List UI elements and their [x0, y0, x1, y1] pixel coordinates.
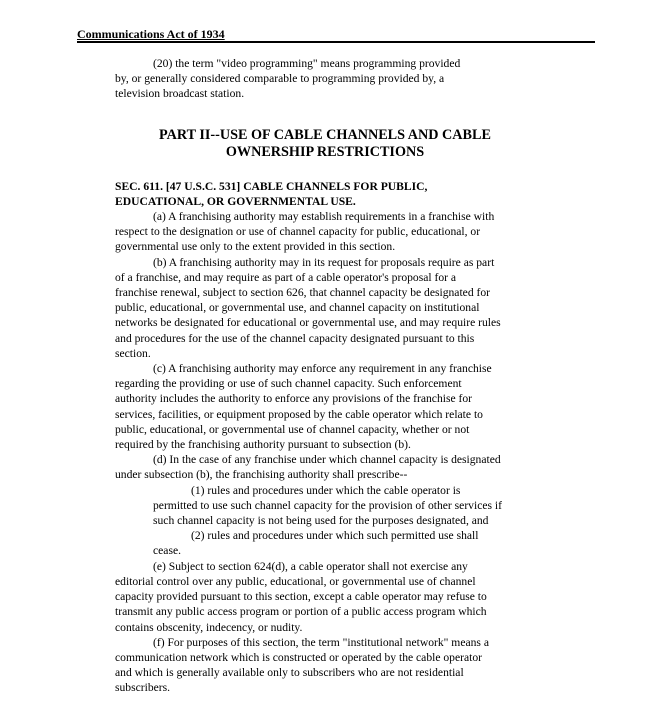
body-line: public, educational, or governmental use of channel capacity, whether or not	[115, 422, 470, 436]
part-heading	[115, 127, 535, 161]
body-line: section.	[115, 346, 151, 360]
intro-line: television broadcast station.	[115, 87, 245, 101]
body-line: regarding the providing or use of such channel capacity. Such enforcement	[115, 377, 462, 391]
body-line: required by the franchising authority pursuant to subsection (b).	[115, 438, 411, 452]
body-line: authority includes the authority to enforce any provisions of the franchise for	[115, 392, 473, 406]
body-line: transmit any public access program or portion of a public access program which	[115, 605, 487, 619]
header-title: Communications Act of 1934	[77, 27, 225, 41]
section-heading-line: SEC. 611. [47 U.S.C. 531] CABLE CHANNELS FOR PUBLIC,	[115, 179, 428, 193]
body-line: editorial control over any public, educational, or governmental use of channel	[115, 574, 476, 588]
body-line: and procedures for the use of the channel capacity designated pursuant to this	[115, 331, 475, 345]
body-line: (d) In the case of any franchise under which channel capacity is designated	[153, 453, 501, 467]
body-line: networks be designated for educational or governmental use, and may require rules	[115, 316, 501, 330]
body-line: respect to the designation or use of channel capacity for public, educational, or	[115, 225, 481, 239]
body-line: capacity provided pursuant to this section, except a cable operator may refuse to	[115, 590, 487, 604]
body-line: communication network which is constructed or operated by the cable operator	[115, 650, 483, 664]
section-body	[115, 209, 535, 696]
body-line: services, facilities, or equipment proposed by the cable operator which relate to	[115, 407, 483, 421]
body-line: subscribers.	[115, 681, 171, 695]
body-line: cease.	[153, 544, 181, 558]
document-content	[115, 56, 535, 696]
body-line: (e) Subject to section 624(d), a cable operator shall not exercise any	[153, 559, 468, 573]
body-line: permitted to use such channel capacity for the provision of other services if	[153, 498, 502, 512]
body-line: (a) A franchising authority may establish requirements in a franchise with	[153, 210, 495, 224]
intro-paragraph	[115, 56, 535, 102]
body-line: such channel capacity is not being used for the purposes designated, and	[153, 514, 489, 528]
part-heading-line: OWNERSHIP RESTRICTIONS	[225, 143, 425, 160]
body-line: of a franchise, and may require as part of a cable operator's proposal for a	[115, 270, 457, 284]
body-line: (2) rules and procedures under which such permitted use shall	[191, 529, 479, 543]
page-header	[77, 27, 595, 43]
body-line: (c) A franchising authority may enforce any requirement in any franchise	[153, 362, 492, 376]
body-line: (f) For purposes of this section, the term "institutional network" means a	[153, 635, 489, 649]
intro-line: (20) the term "video programming" means programming provided	[153, 57, 461, 70]
body-line: governmental use only to the extent provided in this section.	[115, 240, 396, 254]
intro-line: by, or generally considered comparable to programming provided by, a	[115, 72, 445, 86]
body-line: (1) rules and procedures under which the cable operator is	[191, 483, 461, 497]
section-heading	[115, 179, 535, 209]
body-line: and which is generally available only to subscribers who are not residential	[115, 666, 464, 680]
body-line: under subsection (b), the franchising authority shall prescribe--	[115, 468, 408, 482]
section-heading-line: EDUCATIONAL, OR GOVERNMENTAL USE.	[115, 194, 356, 208]
body-line: (b) A franchising authority may in its request for proposals require as part	[153, 255, 495, 269]
body-line: franchise renewal, subject to section 626, that channel capacity be designated for	[115, 286, 491, 300]
part-heading-line: PART II--USE OF CABLE CHANNELS AND CABLE	[159, 126, 491, 143]
body-line: contains obscenity, indecency, or nudity.	[115, 620, 303, 634]
body-line: public, educational, or governmental use, and channel capacity on institutional	[115, 301, 480, 315]
